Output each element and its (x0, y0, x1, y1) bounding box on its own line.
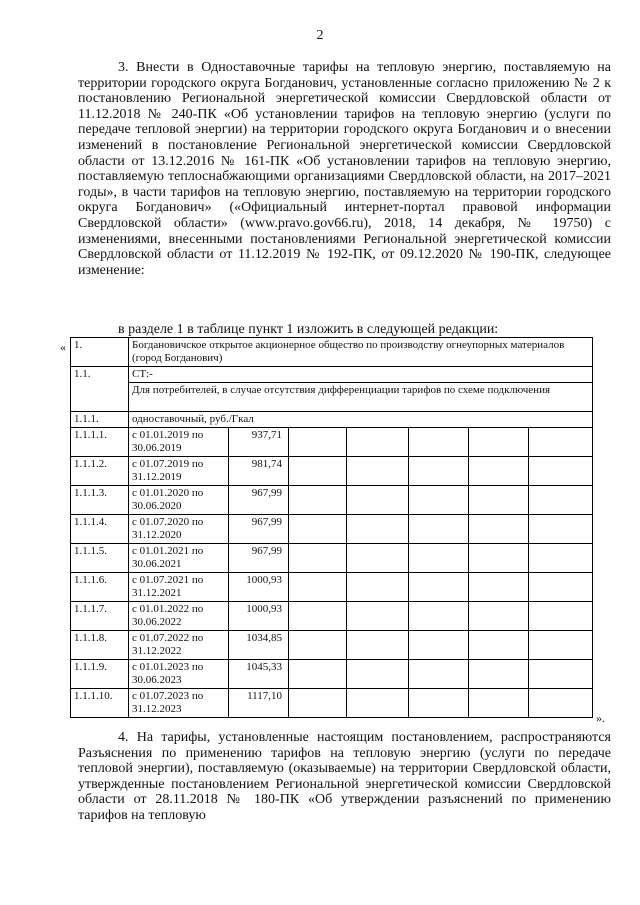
empty-cell (529, 544, 593, 573)
row-number: 1.1.1.6. (71, 573, 129, 602)
empty-cell (409, 428, 469, 457)
period: с 01.07.2022 по 31.12.2022 (129, 631, 229, 660)
empty-cell (529, 689, 593, 718)
empty-cell (469, 573, 529, 602)
row-number: 1.1.1.10. (71, 689, 129, 718)
empty-cell (289, 428, 347, 457)
table-row-1-1 (71, 367, 593, 383)
period: с 01.07.2023 по 31.12.2023 (129, 689, 229, 718)
paragraph-3: 3. Внести в Одноставочные тарифы на тепловую энергию, поставляемую на территории городского округа Богданович, установленные согласно приложению № 2 к постановлению Региональной энергетической комиссии Свердловской области от 11.12.2018 № 240-ПК «Об установлении тарифов на тепловую энергию (услуги по передаче тепловой энергии) на территории городского округа Богданович и о внесении изменений в постановление Региональной энергетической комиссии Свердловской области от 13.12.2016 № 161-ПК «Об установлении тарифов на тепловую энергию, поставляемую теплоснабжающими организациями Свердловской области, на 2017–2021 годы», в части тарифов на тепловую энергию, поставляемую на территории городского округа Богданович» («Официальный интернет-портал правовой информации Свердловской области» (www.pravo.gov66.ru), 2018, 14 декабря, № 19750) с изменениями, внесенными постановлениями Региональной энергетической комиссии Свердловской области от 11.12.2019 № 192-ПК, от 09.12.2020 № 190-ПК, следующее изменение: (78, 60, 611, 278)
row-number: 1.1.1.8. (71, 631, 129, 660)
period: с 01.01.2023 по 30.06.2023 (129, 660, 229, 689)
tariff-value: 1117,10 (229, 689, 289, 718)
page-number: 2 (316, 28, 324, 43)
paragraph-4: 4. На тарифы, установленные настоящим постановлением, распространяются Разъяснения по применению тарифов на тепловую энергию (услуги по передаче тепловой энергии), поставляемую (оказываемые) на территории Свердловской области, утвержденные постановлением Региональной энергетической комиссии Свердловской области от 28.11.2018 № 180-ПК «Об утверждении разъяснений по применению тарифов на тепловую (78, 730, 611, 823)
empty-cell (469, 689, 529, 718)
empty-cell (347, 689, 409, 718)
row-number: 1.1.1.4. (71, 515, 129, 544)
tariff-value: 1045,33 (229, 660, 289, 689)
table-row (71, 515, 593, 544)
tariff-value: 967,99 (229, 515, 289, 544)
empty-cell (409, 515, 469, 544)
period: с 01.07.2019 по 31.12.2019 (129, 457, 229, 486)
empty-cell (347, 428, 409, 457)
empty-cell (529, 660, 593, 689)
tariff-value: 1000,93 (229, 573, 289, 602)
empty-cell (289, 689, 347, 718)
empty-cell (409, 573, 469, 602)
period: с 01.01.2021 по 30.06.2021 (129, 544, 229, 573)
empty-cell (529, 573, 593, 602)
period: с 01.07.2020 по 31.12.2020 (129, 515, 229, 544)
empty-cell (469, 457, 529, 486)
tariff-table (70, 337, 593, 718)
table-row (71, 602, 593, 631)
table-row-1-1-1 (71, 412, 593, 428)
empty-cell (409, 457, 469, 486)
empty-cell (289, 660, 347, 689)
empty-cell (469, 631, 529, 660)
table-intro: в разделе 1 в таблице пункт 1 изложить в следующей редакции: (118, 322, 499, 337)
table-row (71, 486, 593, 515)
table-row (71, 457, 593, 486)
empty-cell (409, 631, 469, 660)
empty-cell (347, 515, 409, 544)
quote-close-mark: ». (596, 711, 605, 725)
tariff-value: 981,74 (229, 457, 289, 486)
system-code: СТ:- (129, 367, 593, 383)
table-row (71, 631, 593, 660)
table-row (71, 689, 593, 718)
empty-cell (469, 660, 529, 689)
period: с 01.01.2020 по 30.06.2020 (129, 486, 229, 515)
empty-cell (469, 486, 529, 515)
period: с 01.01.2019 по 30.06.2019 (129, 428, 229, 457)
empty-cell (529, 631, 593, 660)
table-row (71, 544, 593, 573)
row-number: 1. (71, 338, 129, 367)
empty-cell (289, 457, 347, 486)
empty-cell (347, 457, 409, 486)
empty-cell (409, 544, 469, 573)
table-row (71, 660, 593, 689)
empty-cell (529, 515, 593, 544)
empty-cell (347, 631, 409, 660)
row-number: 1.1.1.2. (71, 457, 129, 486)
table-row-1 (71, 338, 593, 367)
empty-cell (409, 689, 469, 718)
empty-cell (347, 486, 409, 515)
empty-cell (469, 515, 529, 544)
empty-cell (409, 602, 469, 631)
empty-cell (469, 428, 529, 457)
empty-cell (289, 515, 347, 544)
empty-cell (529, 457, 593, 486)
period: с 01.07.2021 по 31.12.2021 (129, 573, 229, 602)
empty-cell (347, 602, 409, 631)
empty-cell (289, 602, 347, 631)
row-number: 1.1.1.1. (71, 428, 129, 457)
tariff-value: 967,99 (229, 486, 289, 515)
empty-cell (529, 486, 593, 515)
empty-cell (289, 544, 347, 573)
empty-cell (409, 660, 469, 689)
empty-cell (289, 573, 347, 602)
empty-cell (347, 544, 409, 573)
quote-open-mark: « (60, 340, 66, 354)
empty-cell (409, 486, 469, 515)
tariff-value: 937,71 (229, 428, 289, 457)
empty-cell (289, 486, 347, 515)
row-number: 1.1. (71, 367, 129, 412)
row-number: 1.1.1. (71, 412, 129, 428)
tariff-value: 967,99 (229, 544, 289, 573)
row-number: 1.1.1.5. (71, 544, 129, 573)
table-row (71, 573, 593, 602)
consumer-description: Для потребителей, в случае отсутствия дифференциации тарифов по схеме подключения (129, 383, 593, 412)
organization-name: Богдановичское открытое акционерное общество по производству огнеупорных материалов (город Богданович) (129, 338, 593, 367)
empty-cell (529, 602, 593, 631)
tariff-value: 1034,85 (229, 631, 289, 660)
empty-cell (347, 660, 409, 689)
table-row (71, 428, 593, 457)
empty-cell (529, 428, 593, 457)
tariff-type: одноставочный, руб./Гкал (129, 412, 593, 428)
row-number: 1.1.1.3. (71, 486, 129, 515)
empty-cell (469, 544, 529, 573)
row-number: 1.1.1.7. (71, 602, 129, 631)
empty-cell (469, 602, 529, 631)
empty-cell (347, 573, 409, 602)
table-row-1-1-consumers (71, 383, 593, 412)
period: с 01.01.2022 по 30.06.2022 (129, 602, 229, 631)
tariff-value: 1000,93 (229, 602, 289, 631)
row-number: 1.1.1.9. (71, 660, 129, 689)
empty-cell (289, 631, 347, 660)
